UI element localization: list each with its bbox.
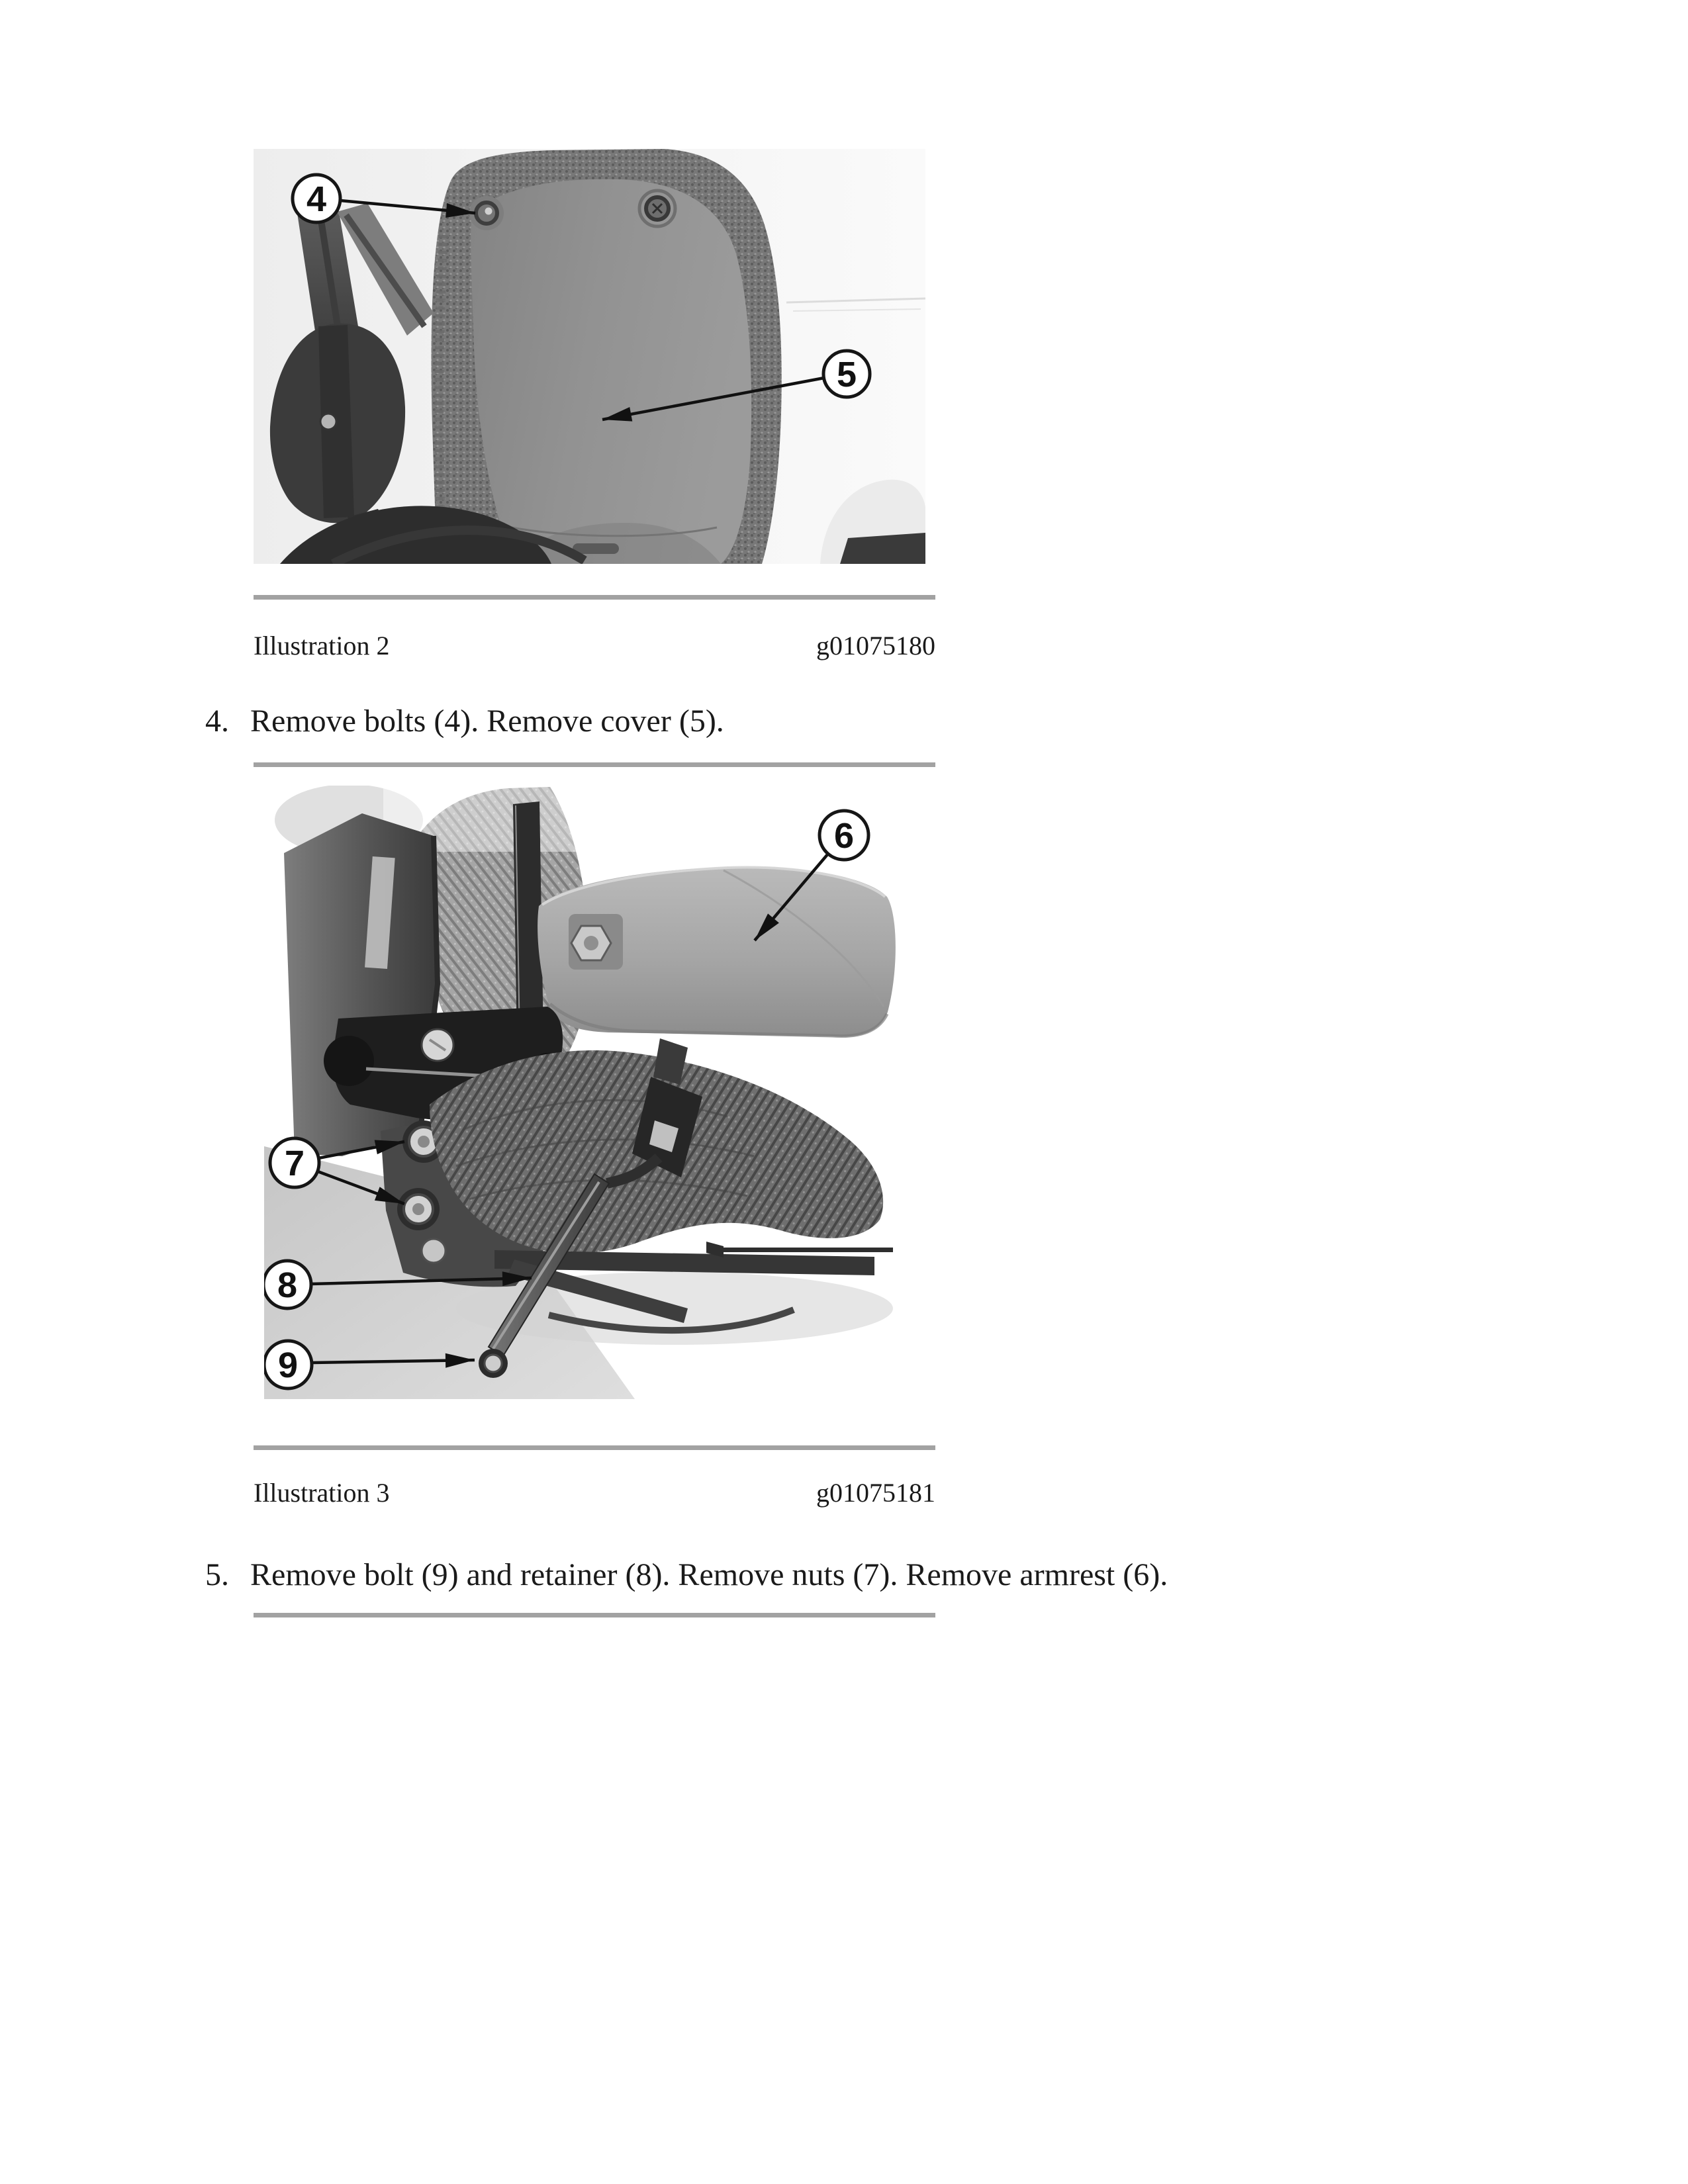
illustration-3-caption — [254, 1478, 935, 1508]
svg-text:9: 9 — [277, 1345, 299, 1385]
slide-rail — [720, 1248, 893, 1252]
svg-text:4: 4 — [306, 179, 327, 219]
cover-bolt-right — [639, 191, 675, 226]
seat-back-cover-5 — [471, 179, 751, 564]
illustration-3-label: Illustration 3 — [254, 1478, 390, 1508]
illustration-3-photo — [264, 786, 913, 1399]
svg-text:8: 8 — [277, 1265, 298, 1305]
callout-6 — [820, 811, 868, 860]
illustration-3-code: g01075181 — [816, 1478, 935, 1508]
svg-text:5: 5 — [836, 355, 857, 394]
svg-text:7: 7 — [284, 1144, 305, 1183]
step-4 — [205, 703, 724, 740]
step-4-number: 4. — [205, 704, 229, 739]
bolt-9 — [479, 1349, 508, 1378]
illustration-2-code: g01075180 — [816, 631, 935, 660]
armrest-bolt-center — [584, 936, 598, 950]
separator-rule-4 — [254, 1613, 935, 1617]
step-4-text: Remove bolts (4). Remove cover (5). — [250, 704, 724, 739]
callout-7 — [270, 1138, 319, 1187]
svg-text:6: 6 — [833, 816, 855, 856]
separator-rule-3 — [254, 1445, 935, 1450]
separator-rule-2 — [254, 762, 935, 767]
illustration-2-photo — [254, 149, 925, 564]
illustration-2-caption — [254, 631, 935, 661]
bracket-bolt — [320, 414, 336, 430]
callout-9 — [264, 1341, 312, 1388]
separator-rule-1 — [254, 595, 935, 600]
step-5-text: Remove bolt (9) and retainer (8). Remove nuts (7). Remove armrest (6). — [250, 1557, 1168, 1592]
step-5 — [205, 1557, 1168, 1594]
callout-5 — [823, 351, 870, 397]
adjuster-end-cap — [324, 1036, 374, 1086]
illustration-2-label: Illustration 2 — [254, 631, 390, 660]
pivot-bolt — [422, 1239, 445, 1263]
step-5-number: 5. — [205, 1557, 229, 1592]
nut-lower-7 — [397, 1188, 440, 1230]
callout-4 — [293, 175, 340, 222]
callout-8 — [264, 1261, 311, 1308]
